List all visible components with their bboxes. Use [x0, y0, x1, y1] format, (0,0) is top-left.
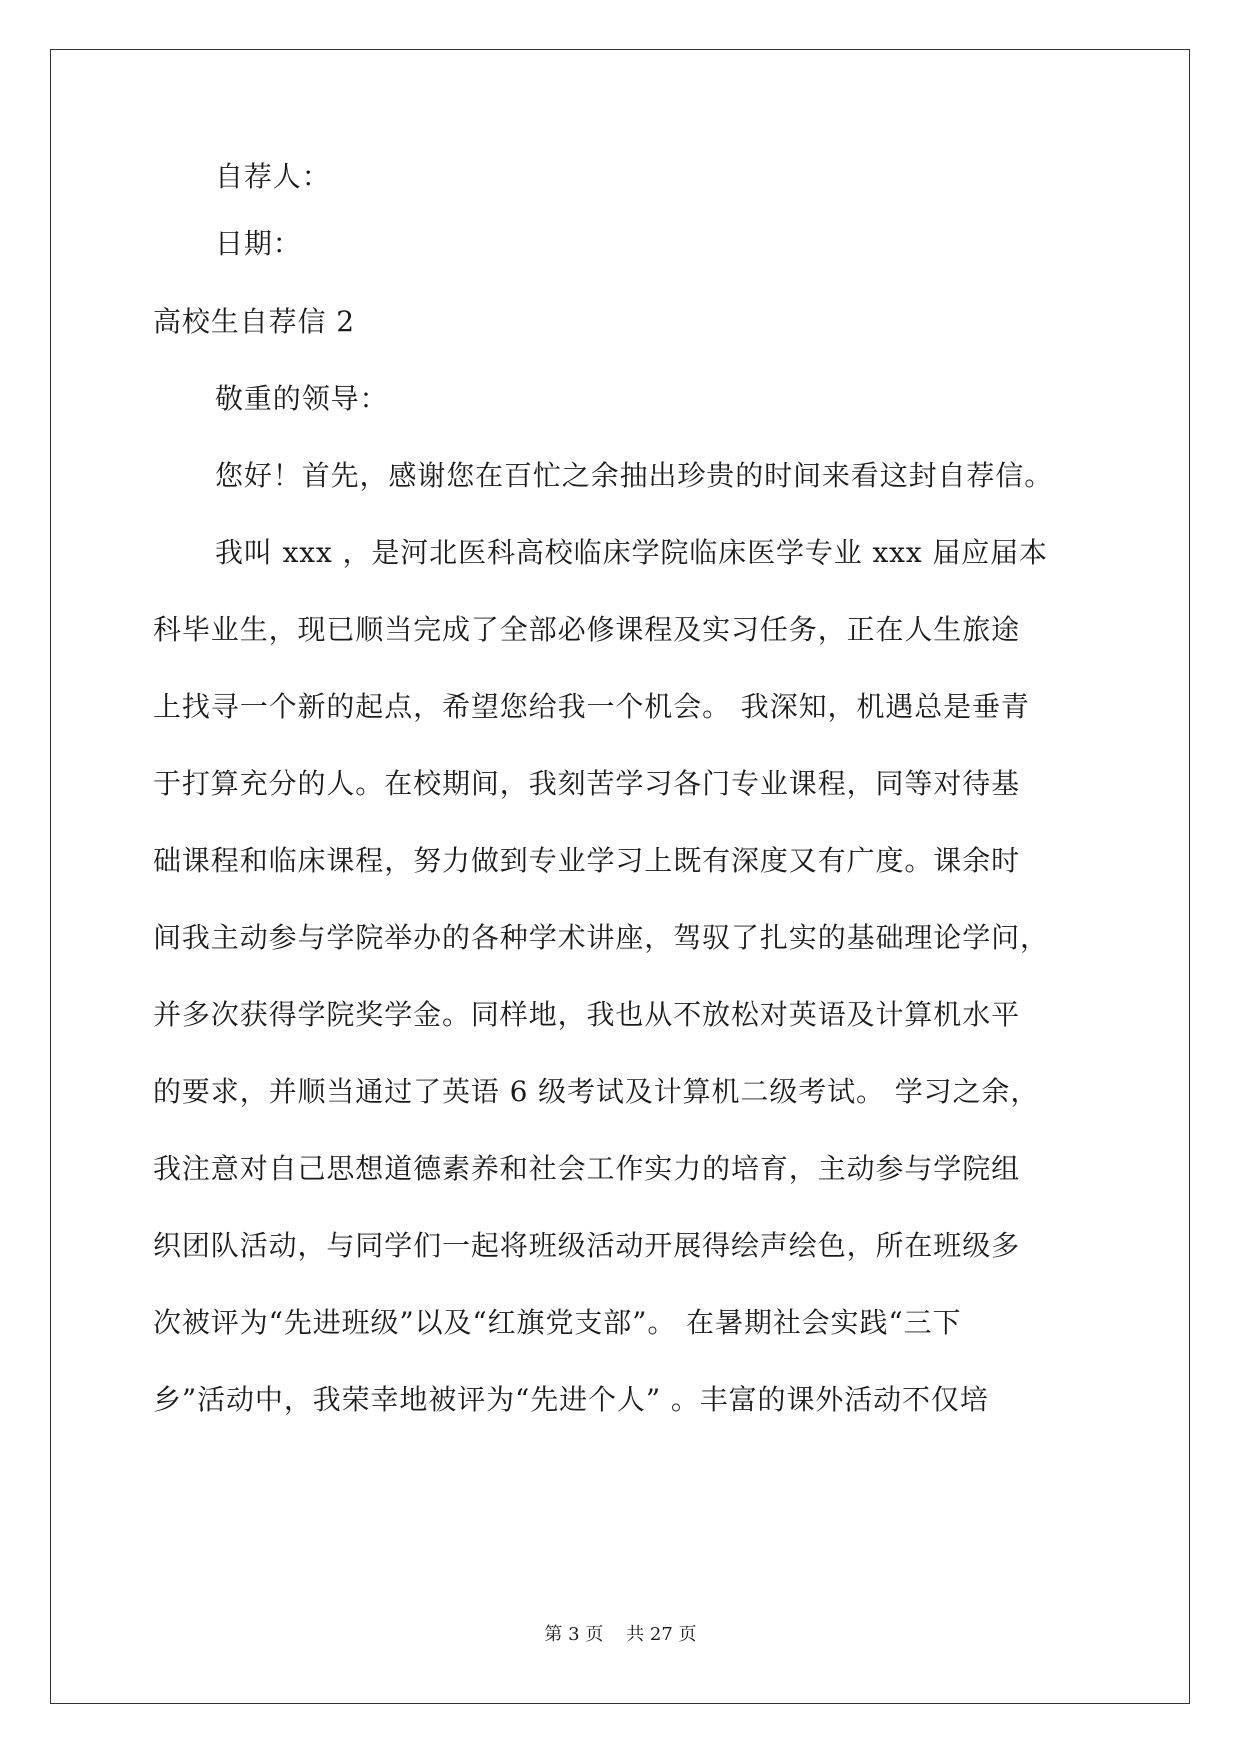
- body-line: 我注意对自己思想道德素养和社会工作实力的培育，主动参与学院组: [153, 1152, 1021, 1185]
- body-line: 并多次获得学院奖学金。同样地，我也从不放松对英语及计算机水平: [153, 998, 1021, 1031]
- body-line: 上找寻一个新的起点，希望您给我一个机会。 我深知，机遇总是垂青: [153, 690, 1030, 723]
- body-line: 科毕业生，现已顺当完成了全部必修课程及实习任务，正在人生旅途: [153, 613, 1021, 646]
- body-line: 次被评为“先进班级”以及“红旗党支部”。 在暑期社会实践“三下: [153, 1306, 962, 1339]
- body-line: 间我主动参与学院举办的各种学术讲座，驾驭了扎实的基础理论学问，: [153, 921, 1049, 954]
- body-line: 础课程和临床课程，努力做到专业学习上既有深度又有广度。课余时: [153, 844, 1021, 877]
- body-line: 我叫 xxx ，是河北医科高校临床学院临床医学专业 xxx 届应届本: [215, 536, 1048, 569]
- greeting-paragraph: 您好！首先，感谢您在百忙之余抽出珍贵的时间来看这封自荐信。: [215, 459, 1054, 492]
- page-number-footer: 第 3 页 共 27 页: [544, 1624, 697, 1645]
- section-title: 高校生自荐信 2: [153, 305, 355, 338]
- body-line: 乡”活动中，我荣幸地被评为“先进个人” 。丰富的课外活动不仅培: [153, 1383, 989, 1416]
- signer-label: 自荐人：: [215, 160, 331, 193]
- body-line: 织团队活动，与同学们一起将班级活动开展得绘声绘色，所在班级多: [153, 1229, 1021, 1262]
- date-label: 日期：: [215, 227, 302, 260]
- body-line: 于打算充分的人。在校期间，我刻苦学习各门专业课程，同等对待基: [153, 767, 1021, 800]
- body-line: 的要求，并顺当通过了英语 6 级考试及计算机二级考试。 学习之余，: [153, 1075, 1040, 1108]
- salutation: 敬重的领导：: [215, 382, 389, 415]
